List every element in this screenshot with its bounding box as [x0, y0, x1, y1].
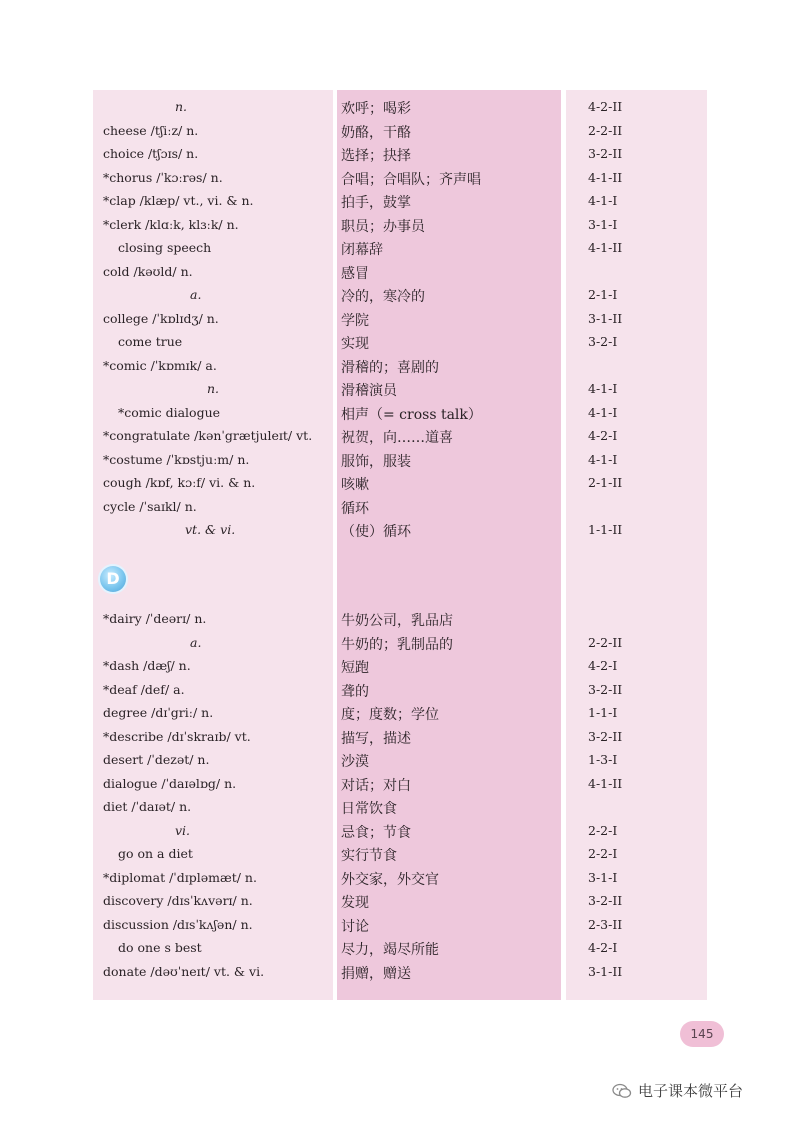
list-item — [0, 261, 800, 285]
list-item — [0, 961, 800, 985]
list-item — [0, 496, 800, 520]
entry-word: *diplomat /ˈdɪpləmæt/ n. — [103, 869, 257, 885]
entry-unit: 2-2-II — [588, 122, 623, 138]
entry-word: *costume /ˈkɒstjuːm/ n. — [103, 451, 250, 467]
entry-meaning: 度；度数；学位 — [341, 707, 439, 723]
entry-unit: 2-2-I — [588, 822, 618, 838]
entry-word: n. — [175, 99, 188, 114]
entry-unit: 3-2-II — [588, 728, 623, 744]
entry-meaning: 服饰，服装 — [341, 453, 411, 470]
list-item — [0, 214, 800, 238]
entry-word: come true — [118, 334, 183, 349]
entry-meaning: 相声（= cross talk） — [341, 406, 482, 423]
watermark-text: 电子课本微平台 — [638, 1082, 744, 1100]
list-item — [0, 820, 800, 844]
list-item — [0, 425, 800, 449]
entry-unit: 1-3-I — [588, 752, 618, 767]
entry-unit: 4-1-I — [588, 193, 618, 208]
entry-word: vi. — [175, 822, 191, 838]
list-item — [0, 655, 800, 679]
entry-word: *clap /klæp/ vt., vi. & n. — [103, 193, 254, 208]
entry-unit: 1-1-I — [588, 705, 618, 720]
list-item — [0, 190, 800, 214]
list-item — [0, 237, 800, 261]
list-item — [0, 449, 800, 473]
entry-meaning: 日常饮食 — [341, 801, 397, 817]
entry-word: college /ˈkɒlɪdʒ/ n. — [103, 310, 219, 326]
entry-word: *chorus /ˈkɔːrəs/ n. — [103, 169, 223, 185]
list-item — [0, 773, 800, 797]
entry-meaning: 聋的 — [341, 683, 369, 700]
entry-unit: 4-1-I — [588, 451, 618, 467]
entry-meaning: 发现 — [341, 895, 369, 911]
entry-meaning: 合唱；合唱队；齐声唱 — [341, 171, 481, 188]
entry-word: cycle /ˈsaɪkl/ n. — [103, 498, 197, 514]
entry-meaning: 闭幕辞 — [341, 242, 383, 258]
entry-unit: 4-1-II — [588, 240, 623, 255]
list-item — [0, 679, 800, 703]
entry-word: cold /kəʊld/ n. — [103, 263, 193, 279]
list-item — [0, 284, 800, 308]
list-item — [0, 702, 800, 726]
entry-meaning: 祝贺，向……道喜 — [341, 430, 453, 446]
list-item — [0, 472, 800, 496]
entry-unit: 2-2-II — [588, 634, 623, 650]
entry-unit: 4-1-I — [588, 381, 618, 396]
entry-unit: 3-2-II — [588, 893, 623, 908]
entry-word: a. — [190, 634, 202, 650]
entry-unit: 3-2-II — [588, 681, 623, 697]
entry-meaning: 牛奶公司，乳品店 — [341, 613, 453, 629]
entry-word: discovery /dɪsˈkʌvərɪ/ n. — [103, 893, 253, 908]
entry-meaning: 对话；对白 — [341, 777, 411, 794]
list-item — [0, 608, 800, 632]
entry-meaning: 忌食；节食 — [341, 824, 411, 841]
entry-unit: 4-1-II — [588, 169, 623, 185]
entry-word: go on a diet — [118, 846, 193, 861]
entry-unit: 2-1-II — [588, 475, 623, 490]
entry-meaning: 实行节食 — [341, 848, 397, 864]
entry-unit: 2-2-I — [588, 846, 618, 861]
entry-meaning: 奶酪，干酪 — [341, 124, 411, 141]
entry-word: a. — [190, 287, 202, 302]
entry-unit: 3-1-II — [588, 310, 623, 326]
entry-unit: 3-2-II — [588, 146, 623, 161]
entry-meaning: 捐赠，赠送 — [341, 965, 411, 982]
entry-meaning: 尽力，竭尽所能 — [341, 942, 439, 958]
entry-unit: 1-1-II — [588, 522, 623, 537]
list-item — [0, 167, 800, 191]
entry-meaning: 滑稽的；喜剧的 — [341, 359, 439, 376]
list-item — [0, 914, 800, 938]
section-letter-d: D — [100, 566, 126, 592]
entry-meaning: 牛奶的；乳制品的 — [341, 636, 453, 653]
entry-meaning: 学院 — [341, 312, 369, 329]
entry-word: cheese /tʃiːz/ n. — [103, 122, 199, 138]
list-item — [0, 937, 800, 961]
entry-word: *congratulate /kənˈgrætjuleɪt/ vt. — [103, 428, 313, 443]
entry-word: diet /ˈdaɪət/ n. — [103, 799, 192, 814]
list-item — [0, 632, 800, 656]
entry-word: *deaf /def/ a. — [103, 681, 185, 697]
list-item — [0, 120, 800, 144]
entry-meaning: 实现 — [341, 336, 369, 352]
list-item — [0, 726, 800, 750]
list-item — [0, 96, 800, 120]
entry-meaning: 职员；办事员 — [341, 218, 425, 235]
entry-meaning: 欢呼；喝彩 — [341, 101, 411, 117]
entry-word: *dash /dæʃ/ n. — [103, 658, 191, 673]
entry-unit: 3-1-I — [588, 216, 618, 232]
entry-meaning: 感冒 — [341, 265, 369, 282]
entry-word: n. — [207, 381, 220, 396]
entry-meaning: 选择；抉择 — [341, 148, 411, 164]
wechat-icon — [612, 1083, 632, 1099]
list-item — [0, 331, 800, 355]
entry-word: *clerk /klɑːk, klɜːk/ n. — [103, 216, 239, 232]
entry-unit: 4-1-II — [588, 775, 623, 791]
entry-word: do one s best — [118, 940, 202, 955]
entry-word: *comic /ˈkɒmɪk/ a. — [103, 357, 217, 373]
list-item — [0, 796, 800, 820]
entry-word: *describe /dɪˈskraɪb/ vt. — [103, 728, 251, 744]
entry-meaning: 滑稽演员 — [341, 383, 397, 399]
entry-meaning: 冷的，寒冷的 — [341, 289, 425, 305]
entry-word: dialogue /ˈdaɪəlɒg/ n. — [103, 775, 237, 791]
list-item — [0, 843, 800, 867]
entry-word: closing speech — [118, 240, 212, 255]
entry-unit: 3-1-II — [588, 963, 623, 979]
entry-meaning: （使）循环 — [341, 524, 411, 540]
list-item — [0, 378, 800, 402]
list-item — [0, 749, 800, 773]
entry-meaning: 循环 — [341, 500, 369, 517]
entry-word: degree /dɪˈgriː/ n. — [103, 705, 214, 720]
entry-unit: 4-2-I — [588, 428, 618, 443]
entry-meaning: 咳嗽 — [341, 477, 369, 493]
entry-unit: 2-1-I — [588, 287, 618, 302]
entry-unit: 4-2-I — [588, 658, 618, 673]
entry-meaning: 讨论 — [341, 918, 369, 935]
entry-meaning: 拍手，鼓掌 — [341, 195, 411, 211]
list-item — [0, 519, 800, 543]
entry-unit: 3-1-I — [588, 869, 618, 885]
entry-word: cough /kɒf, kɔːf/ vi. & n. — [103, 475, 256, 490]
list-item — [0, 308, 800, 332]
list-item — [0, 867, 800, 891]
page-number: 145 — [680, 1021, 724, 1047]
list-item — [0, 355, 800, 379]
entry-meaning: 外交家，外交官 — [341, 871, 439, 888]
list-item — [0, 143, 800, 167]
entry-word: desert /ˈdezət/ n. — [103, 752, 210, 767]
watermark — [612, 1080, 743, 1101]
entry-unit: 3-2-I — [588, 334, 618, 349]
entry-unit: 4-1-I — [588, 404, 618, 420]
entry-unit: 4-2-II — [588, 99, 623, 114]
list-item — [0, 890, 800, 914]
entry-unit: 2-3-II — [588, 916, 623, 932]
list-item — [0, 402, 800, 426]
entry-word: *dairy /ˈdeərɪ/ n. — [103, 611, 207, 626]
entry-word: *comic dialogue — [118, 404, 221, 420]
entry-word: choice /tʃɔɪs/ n. — [103, 146, 199, 161]
entry-word: discussion /dɪsˈkʌʃən/ n. — [103, 916, 253, 932]
entry-meaning: 描写，描述 — [341, 730, 411, 747]
entry-word: vt. & vi. — [185, 522, 236, 537]
entry-word: donate /dəʊˈneɪt/ vt. & vi. — [103, 963, 265, 979]
entry-meaning: 沙漠 — [341, 754, 369, 770]
entry-meaning: 短跑 — [341, 660, 369, 676]
entry-unit: 4-2-I — [588, 940, 618, 955]
